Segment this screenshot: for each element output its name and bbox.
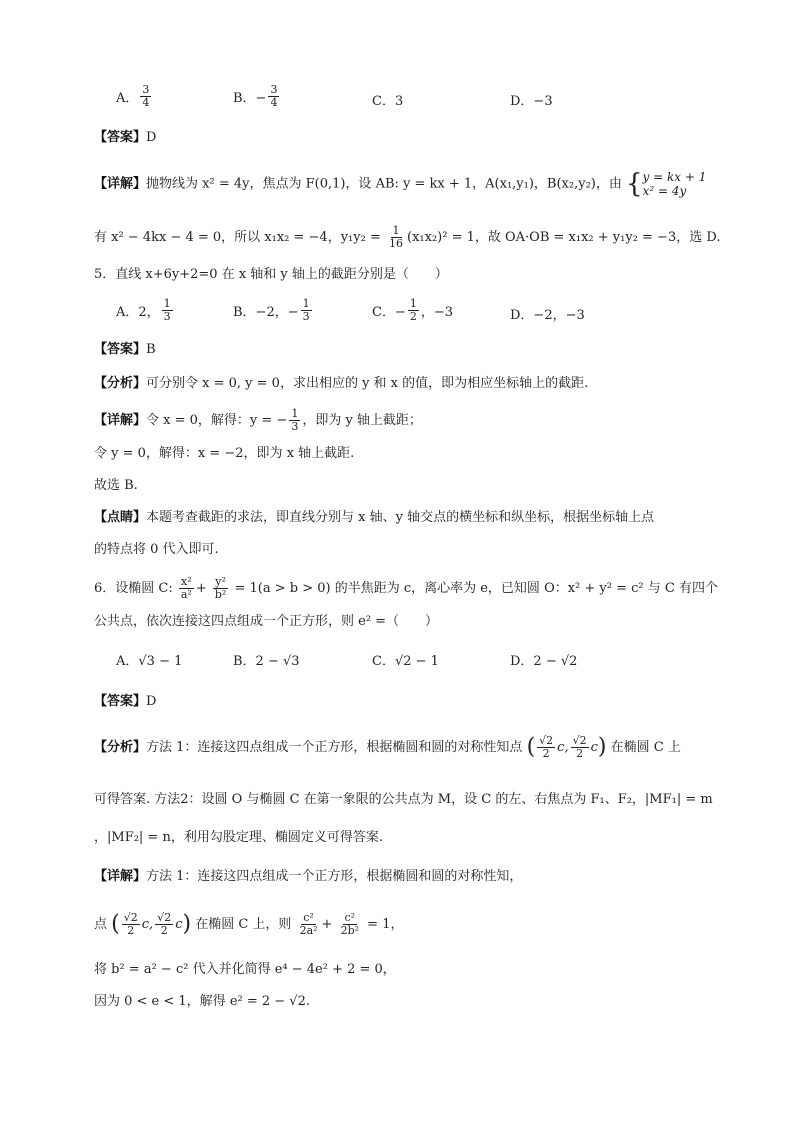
fraction: $\frac{3}{4}$	[142, 83, 150, 109]
q6-options	[116, 650, 676, 680]
fraction: $\frac{\text{x²}}{\text{a²}}$	[180, 575, 192, 601]
fraction: $\frac{1}{3}$	[291, 407, 299, 433]
fraction: $\frac{1}{3}$	[163, 297, 171, 323]
fraction: $\frac{√2}{2}$	[572, 734, 587, 760]
q5-detail-1: 【详解】令 x = 0，解得：y = − $\frac{1}{3}$ ，即为 y 轴上截距；	[94, 407, 422, 433]
fraction: $\frac{3}{4}$	[270, 83, 278, 109]
q5-option-c: C．− $\frac{1}{2}$ ，−3	[372, 297, 454, 323]
q4-detail-1: 【详解】抛物线为 x² = 4y，焦点为 F(0,1)，设 AB: y = kx + 1，A(x₁,y₁)，B(x₂,y₂)，由 { y = kx + 1 x² = 4y	[94, 169, 707, 199]
q6-analysis-3: ，|MF₂| = n，利用勾股定理、椭圆定义可得答案.	[94, 830, 383, 845]
fraction: $\frac{√2}{2}$	[539, 734, 554, 760]
fraction: $\frac{√2}{2}$	[123, 911, 138, 937]
q6-detail-4: 因为 0 < e < 1，解得 e² = 2 − √2.	[94, 994, 310, 1009]
fraction: $\frac{\text{c²}}{\text{2b²}}$	[340, 911, 360, 937]
q6-detail-2: 点 ( $\frac{√2}{2}$ c, $\frac{√2}{2}$ c) 在椭圆 C 上，则 $\frac{\text{c²}}{\text{2a²}}$ + $\frac{\text{c²}}{\text{2b²}}$ = 1，	[94, 911, 404, 937]
q5-options	[116, 298, 676, 328]
q5-option-a: A．2， $\frac{1}{3}$	[116, 297, 171, 323]
q4-option-a: A． $\frac{3}{4}$	[116, 83, 150, 109]
q6-detail-3: 将 b² = a² − c² 代入并化简得 e⁴ − 4e² + 2 = 0，	[94, 962, 396, 977]
fraction: $\frac{1}{16}$	[389, 224, 403, 250]
q5-answer: 【答案】B	[94, 342, 156, 357]
q6-detail-1: 【详解】方法 1：连接这四点组成一个正方形，根据椭圆和圆的对称性知，	[94, 869, 523, 884]
q5-option-b: B．−2，− $\frac{1}{3}$	[233, 297, 310, 323]
q6-analysis-2: 可得答案. 方法2：设圆 O 与椭圆 C 在第一象限的公共点为 M，设 C 的左、右焦点为 F₁、F₂，|MF₁| = m	[94, 792, 713, 807]
q5-analysis: 【分析】可分别令 x = 0, y = 0，求出相应的 y 和 x 的值，即为相应坐标轴上的截距.	[94, 376, 589, 391]
q6-stem-1: 6．设椭圆 C: $\frac{\text{x²}}{\text{a²}}$ + $\frac{\text{y²}}{\text{b²}}$ = 1(a > b > 0) 的半焦距为 c，离心率为 e，已知圆 O：x² + y² = c² 与 C 有四个	[94, 575, 718, 601]
q4-options	[116, 84, 676, 114]
q5-comment-2: 的特点将 0 代入即可.	[94, 542, 219, 557]
q5-comment-1: 【点睛】本题考查截距的求法，即直线分别与 x 轴、y 轴交点的横坐标和纵坐标，根据坐标轴上点	[94, 510, 655, 525]
q6-option-c: C．√2 − 1	[372, 654, 439, 669]
fraction: $\frac{\text{c²}}{\text{2a²}}$	[299, 911, 318, 937]
fraction: $\frac{1}{3}$	[302, 297, 310, 323]
q4-detail-2: 有 x² − 4kx − 4 = 0，所以 x₁x₂ = −4，y₁y₂ = $\frac{1}{16}$ (x₁x₂)² = 1，故 OA·OB = x₁x₂ + y₁y₂ = −3，选 D.	[94, 224, 721, 250]
q6-option-a: A．√3 − 1	[116, 654, 183, 669]
q6-answer: 【答案】D	[94, 694, 157, 709]
q5-detail-2: 令 y = 0，解得：x = −2，即为 x 轴上截距.	[94, 446, 355, 461]
fraction: $\frac{\text{y²}}{\text{b²}}$	[214, 575, 227, 601]
q6-option-d: D．2 − √2	[510, 654, 578, 669]
q4-option-c: C．3	[372, 94, 404, 109]
q5-option-d: D．−2，−3	[510, 308, 585, 323]
q4-option-b: B．− $\frac{3}{4}$	[233, 83, 278, 109]
q4-option-d: D．−3	[510, 94, 553, 109]
q4-answer: 【答案】D	[94, 130, 157, 145]
fraction: $\frac{√2}{2}$	[157, 911, 172, 937]
q5-detail-3: 故选 B.	[94, 478, 138, 493]
q6-option-b: B．2 − √3	[233, 654, 300, 669]
q6-analysis-1: 【分析】方法 1：连接这四点组成一个正方形，根据椭圆和圆的对称性知点 ( $\frac{√2}{2}$ c, $\frac{√2}{2}$ c) 在椭圆 C 上	[94, 734, 681, 760]
fraction: $\frac{1}{2}$	[409, 297, 417, 323]
q5-stem: 5．直线 x+6y+2=0 在 x 轴和 y 轴上的截距分别是（ ）	[94, 267, 448, 282]
equation-system: y = kx + 1 x² = 4y	[642, 170, 707, 198]
q6-stem-2: 公共点，依次连接这四点组成一个正方形，则 e² =（ ）	[94, 614, 439, 629]
